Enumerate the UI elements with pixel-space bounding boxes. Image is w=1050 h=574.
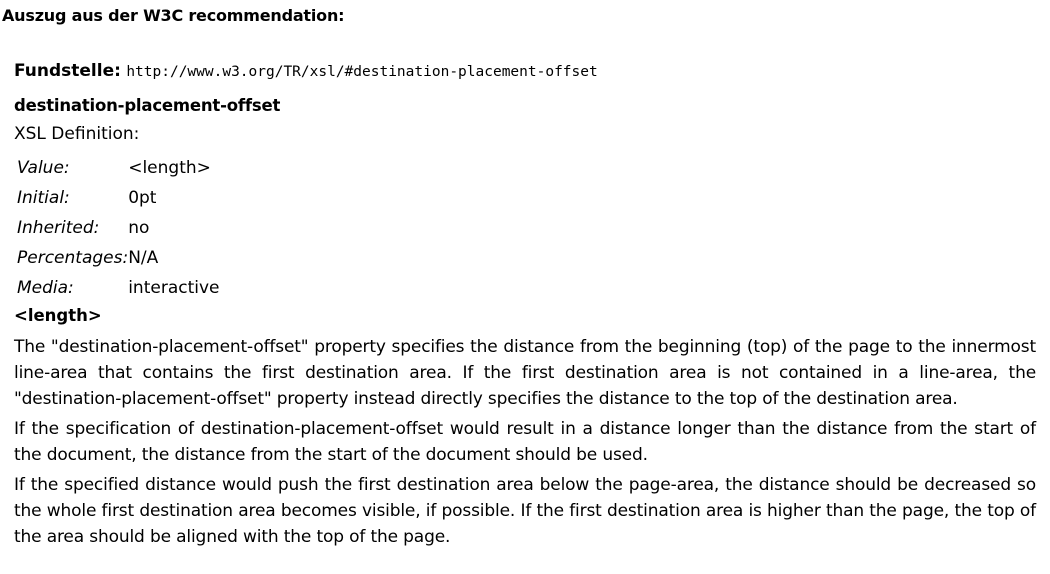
description-paragraph: If the specified distance would push the first destination area below the page-area, the distance should be decreased so the whole first destination area becomes visible, if possible. If the first destination area is higher than the page, the top of the area should be aligned with the top of the page. (14, 475, 1036, 547)
definition-value: 0pt (128, 188, 157, 208)
table-row (17, 213, 220, 243)
definition-table (17, 153, 220, 303)
definition-key: Media: (17, 278, 74, 298)
page-heading: Auszug aus der W3C recommendation: (2, 6, 345, 25)
table-row (17, 243, 220, 273)
definition-value: <length> (128, 158, 211, 178)
source-line (14, 60, 1036, 83)
definition-value: no (128, 218, 150, 238)
table-row (17, 273, 220, 303)
definition-value: interactive (128, 278, 220, 298)
definition-value: N/A (128, 248, 159, 268)
source-label: Fundstelle: (14, 61, 121, 81)
source-url: http://www.w3.org/TR/xsl/#destination-placement-offset (126, 64, 598, 80)
length-heading: <length> (14, 306, 102, 325)
description-paragraph: The "destination-placement-offset" property specifies the distance from the beginning (top) of the page to the innermost line-area that contains the first destination area. If the first destination area is not contained in a line-area, the "destination-placement-offset" property instead directly specifies the distance to the top of the destination area. (14, 337, 1036, 409)
recommendation-excerpt (14, 60, 1036, 550)
xsl-definition-label: XSL Definition: (14, 124, 140, 144)
definition-key: Inherited: (17, 218, 100, 238)
definition-key: Initial: (17, 188, 70, 208)
description-paragraph: If the specification of destination-placement-offset would result in a distance longer than the distance from the start of the document, the distance from the start of the document should be used. (14, 419, 1036, 465)
table-row (17, 153, 220, 183)
definition-key: Value: (17, 158, 70, 178)
property-name: destination-placement-offset (14, 96, 281, 115)
definition-key: Percentages: (17, 248, 129, 268)
table-row (17, 183, 220, 213)
